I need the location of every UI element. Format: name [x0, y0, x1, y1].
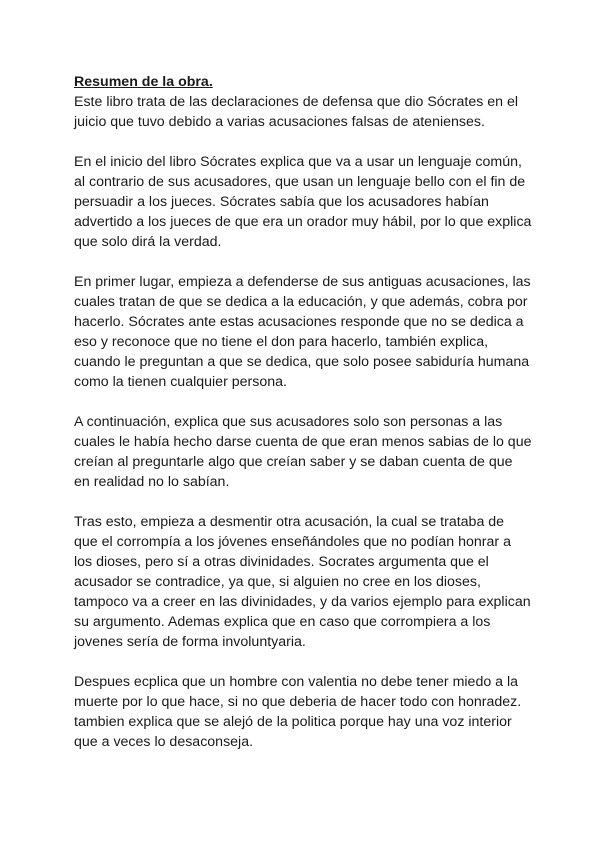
paragraph-5 — [74, 512, 544, 652]
paragraph-line: al contrario de sus acusadores, que usan un lenguaje bello con el fin de — [74, 174, 526, 190]
paragraph-line: creían al preguntarle algo que creían saber y se daban cuenta de que — [74, 454, 513, 470]
paragraph-line: como la tienen cualquier persona. — [74, 374, 287, 390]
document-title: Resumen de la obra. — [74, 74, 213, 90]
document-page — [74, 72, 544, 772]
paragraph-line: tampoco va a creer en las divinidades, y da varios ejemplo para explican — [74, 594, 531, 610]
paragraph-line: Tras esto, empieza a desmentir otra acusación, la cual se trataba de — [74, 514, 505, 530]
paragraph-line: juicio que tuvo debido a varias acusaciones falsas de atenienses. — [74, 114, 485, 130]
paragraph-line: En primer lugar, empieza a defenderse de sus antiguas acusaciones, las — [74, 274, 531, 290]
paragraph-line: que a veces lo desaconseja. — [74, 734, 254, 750]
paragraph-line: hacerlo. Sócrates ante estas acusaciones responde que no se dedica a — [74, 314, 524, 330]
paragraph-line: Este libro trata de las declaraciones de defensa que dio Sócrates en el — [74, 94, 519, 110]
paragraph-line: cuales tratan de que se dedica a la educación, y que además, cobra por — [74, 294, 528, 310]
paragraph-line: persuadir a los jueces. Sócrates sabía que los acusadores habían — [74, 194, 489, 210]
paragraph-2 — [74, 152, 544, 252]
paragraph-line: advertido a los jueces de que era un orador muy hábil, por lo que explica — [74, 214, 532, 230]
paragraph-line: que solo dirá la verdad. — [74, 234, 222, 250]
paragraph-line: los dioses, pero sí a otras divinidades. Socrates argumenta que el — [74, 554, 489, 570]
paragraph-line: jovenes sería de forma involuntyaria. — [74, 634, 306, 650]
paragraph-line: Despues ecplica que un hombre con valentia no debe tener miedo a la — [74, 674, 519, 690]
paragraph-4 — [74, 412, 544, 492]
paragraph-1 — [74, 92, 544, 132]
paragraph-line: A continuación, explica que sus acusadores solo son personas a las — [74, 414, 503, 430]
paragraph-line: tambien explica que se alejó de la politica porque hay una voz interior — [74, 714, 512, 730]
paragraph-line: acusador se contradice, ya que, si alguien no cree en los dioses, — [74, 574, 481, 590]
paragraph-3 — [74, 272, 544, 392]
paragraph-line: muerte por lo que hace, si no que deberia de hacer todo con honradez. — [74, 694, 522, 710]
paragraph-6 — [74, 672, 544, 752]
paragraph-line: en realidad no lo sabían. — [74, 474, 230, 490]
paragraph-line: cuales le había hecho darse cuenta de que eran menos sabias de lo que — [74, 434, 532, 450]
paragraph-line: cuando le preguntan a que se dedica, que solo posee sabiduría humana — [74, 354, 530, 370]
paragraph-line: su argumento. Ademas explica que en caso que corrompiera a los — [74, 614, 491, 630]
paragraph-line: En el inicio del libro Sócrates explica que va a usar un lenguaje común, — [74, 154, 522, 170]
paragraph-line: que el corrompía a los jóvenes enseñándoles que no podían honrar a — [74, 534, 511, 550]
paragraph-line: eso y reconoce que no tiene el don para hacerlo, también explica, — [74, 334, 489, 350]
